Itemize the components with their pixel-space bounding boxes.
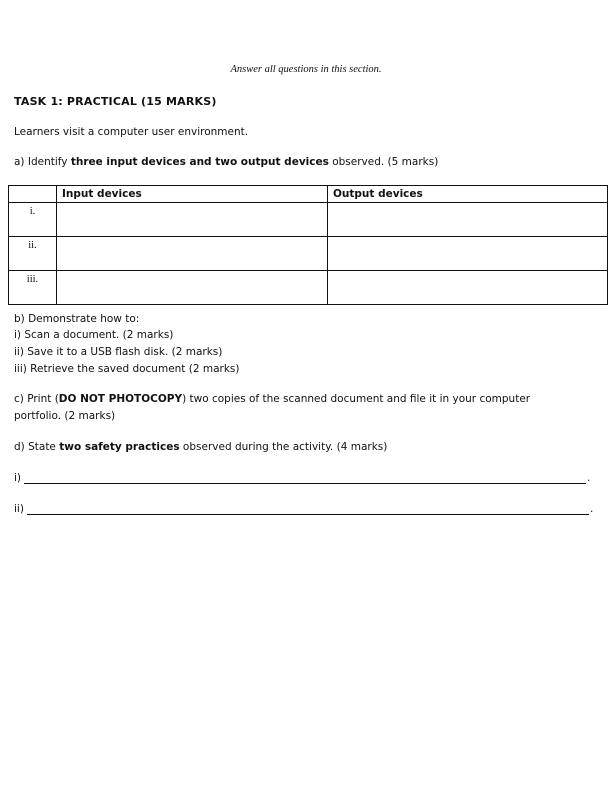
question-c-bold: DO NOT PHOTOCOPY (58, 393, 183, 405)
table-header-row (9, 186, 608, 203)
table-row (9, 237, 608, 271)
devices-table (8, 185, 608, 305)
row-number: i. (9, 203, 57, 237)
table-row (9, 203, 608, 237)
answer-line-1 (14, 472, 590, 484)
question-c (14, 393, 530, 405)
question-d-prefix: d) State (14, 441, 60, 453)
question-a-bold: three input devices and two output devices (70, 156, 329, 168)
question-b-item: ii) Save it to a USB flash disk. (2 marks) (14, 346, 223, 358)
table-header-output: Output devices (328, 186, 608, 203)
answer-blank-1[interactable] (24, 472, 586, 484)
output-device-cell[interactable] (328, 271, 608, 305)
question-c-suffix: ) two copies of the scanned document and file it in your computer (182, 393, 531, 405)
task-intro: Learners visit a computer user environment. (14, 126, 249, 138)
input-device-cell[interactable] (57, 203, 328, 237)
question-b-item: i) Scan a document. (2 marks) (14, 329, 174, 341)
question-b-item: iii) Retrieve the saved document (2 marks) (14, 363, 240, 375)
answer-blank-2[interactable] (27, 503, 589, 515)
table-header-number (9, 186, 57, 203)
question-d-suffix: observed during the activity. (4 marks) (179, 441, 388, 453)
output-device-cell[interactable] (328, 237, 608, 271)
answer-end-mark-1: . (587, 472, 591, 484)
question-d-bold: two safety practices (59, 441, 180, 453)
answer-label-1: i) (14, 472, 22, 484)
question-a (14, 156, 438, 168)
answer-label-2: ii) (14, 503, 24, 515)
input-device-cell[interactable] (57, 271, 328, 305)
question-a-prefix: a) Identify (14, 156, 71, 168)
input-device-cell[interactable] (57, 237, 328, 271)
table-header-input: Input devices (57, 186, 328, 203)
question-a-suffix: observed. (5 marks) (328, 156, 439, 168)
section-instruction: Answer all questions in this section. (230, 64, 382, 75)
answer-end-mark-2: . (589, 503, 594, 515)
table-row (9, 271, 608, 305)
row-number: iii. (9, 271, 57, 305)
answer-line-2 (14, 503, 593, 515)
question-d (14, 441, 387, 453)
question-b-intro: b) Demonstrate how to: (14, 313, 140, 325)
question-c-line2: portfolio. (2 marks) (14, 410, 116, 422)
output-device-cell[interactable] (328, 203, 608, 237)
row-number: ii. (9, 237, 57, 271)
task-title: TASK 1: PRACTICAL (15 MARKS) (14, 95, 217, 108)
question-c-prefix: c) Print ( (14, 393, 59, 405)
